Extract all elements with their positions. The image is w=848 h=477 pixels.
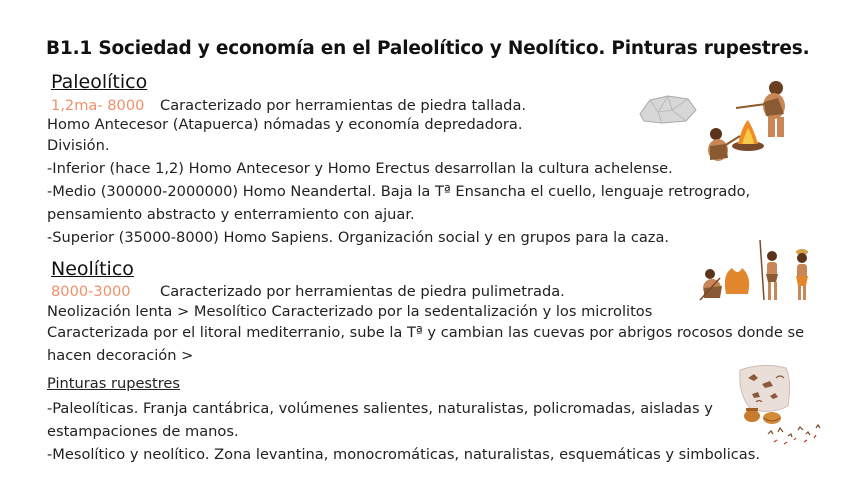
cavemen-fire-illustration (700, 74, 800, 174)
paleolitico-line: División. (47, 137, 110, 154)
pinturas-line: -Paleolíticas. Franja cantábrica, volúmenes salientes, naturalistas, policromadas, aisladas y (47, 400, 713, 417)
paleolitico-summary: Caracterizado por herramientas de piedra tallada. (160, 97, 527, 114)
paleolitico-line: pensamiento abstracto y enterramiento con ajuar. (47, 206, 415, 223)
neolitico-heading: Neolítico (51, 258, 134, 280)
paleolitico-line: -Medio (300000-2000000) Homo Neandertal. Baja la Tª Ensancha el cuello, lenguaje retrogrado, (47, 183, 751, 200)
paleolitico-heading: Paleolítico (51, 71, 148, 93)
paleolitico-line: -Superior (35000-8000) Homo Sapiens. Organización social y en grupos para la caza. (47, 229, 670, 246)
pinturas-heading: Pinturas rupestres (47, 375, 181, 392)
neolitico-line: Caracterizada por el litoral mediterranio, sube la Tª y cambian las cuevas por abrigos rocosos donde se (47, 324, 805, 341)
neolitico-line: Neolización lenta > Mesolítico Caracterizado por la sedentalización y los microlitos (47, 303, 653, 320)
pinturas-line: estampaciones de manos. (47, 423, 239, 440)
neolitico-summary: Caracterizado por herramientas de piedra pulimetrada. (160, 283, 565, 300)
cave-painting-illustration (732, 362, 828, 452)
neolithic-people-illustration (696, 238, 820, 304)
neolitico-line: hacen decoración > (47, 347, 194, 364)
paleolitico-line: Homo Antecesor (Atapuerca) nómadas y economía depredadora. (47, 116, 523, 133)
page-title: B1.1 Sociedad y economía en el Paleolítico y Neolítico. Pinturas rupestres. (46, 38, 810, 59)
paleolitico-dates: 1,2ma- 8000 (51, 97, 145, 114)
stone-tool-icon (636, 92, 698, 126)
pinturas-line: -Mesolítico y neolítico. Zona levantina, monocromáticas, naturalistas, esquemáticas y simbolicas. (47, 446, 760, 463)
paleolitico-line: -Inferior (hace 1,2) Homo Antecesor y Homo Erectus desarrollan la cultura achelense. (47, 160, 673, 177)
neolitico-dates: 8000-3000 (51, 283, 131, 300)
